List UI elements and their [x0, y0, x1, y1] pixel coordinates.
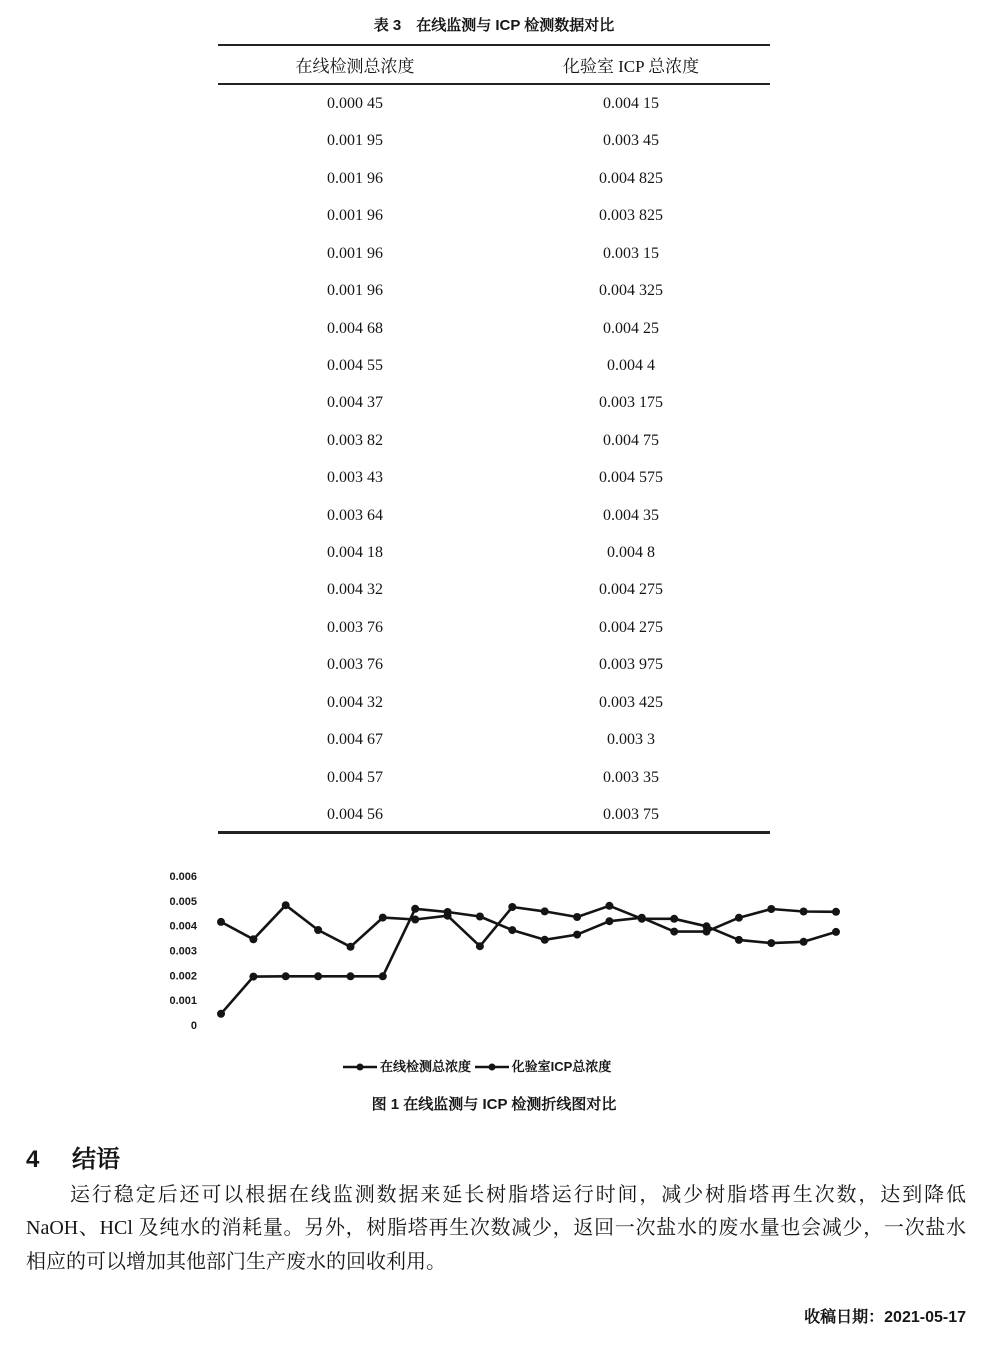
table-caption: 表 3 在线监测与 ICP 检测数据对比 [373, 17, 615, 34]
chart-legend [343, 1057, 611, 1077]
series-2-point [638, 915, 646, 923]
series-1-point [670, 928, 678, 936]
icp-concentration-cell: 0.004 4 [607, 356, 655, 374]
series-2-point [541, 907, 549, 915]
y-tick-label: 0.003 [169, 945, 197, 958]
table-row [218, 422, 770, 459]
online-concentration-cell: 0.003 76 [327, 656, 383, 674]
table-header-online: 在线检测总浓度 [295, 57, 415, 76]
online-concentration-cell: 0.003 43 [327, 469, 383, 487]
table-row [218, 310, 770, 347]
series-1-point [800, 908, 808, 916]
series-1-point [347, 972, 355, 980]
table-row [218, 459, 770, 496]
table-row [218, 347, 770, 384]
series-1-point [508, 926, 516, 934]
online-concentration-cell: 0.004 68 [327, 319, 383, 337]
table-row [218, 160, 770, 197]
online-concentration-cell: 0.004 57 [327, 768, 383, 786]
icp-concentration-cell: 0.003 45 [603, 132, 659, 150]
series-2-point [703, 922, 711, 930]
series-2-point [347, 943, 355, 951]
online-concentration-cell: 0.001 96 [327, 169, 383, 187]
table-bottom-rule [218, 831, 770, 834]
series-2-line [221, 905, 836, 947]
series-1-point [767, 905, 775, 913]
series-2-point [217, 918, 225, 926]
paragraph-line: NaOH、HCl 及纯水的消耗量。另外，树脂塔再生次数减少，返回一次盐水的废水量也会减少，一次盐水 [26, 1217, 966, 1239]
online-concentration-cell: 0.001 96 [327, 207, 383, 225]
online-concentration-cell: 0.003 82 [327, 431, 383, 449]
legend-line-marker-icon [475, 1062, 509, 1072]
series-2-point [476, 942, 484, 950]
series-2-point [573, 913, 581, 921]
figure-caption: 图 1 在线监测与 ICP 检测折线图对比 [371, 1096, 617, 1113]
series-2-point [249, 935, 257, 943]
series-1-point [605, 917, 613, 925]
series-2-point [832, 928, 840, 936]
online-concentration-cell: 0.004 56 [327, 805, 383, 823]
online-concentration-cell: 0.004 32 [327, 693, 383, 711]
table-row [218, 646, 770, 683]
y-tick-label: 0.001 [169, 995, 197, 1008]
table-header-row [218, 54, 770, 80]
series-1-point [282, 972, 290, 980]
online-concentration-cell: 0.001 96 [327, 282, 383, 300]
received-date: 收稿日期：2021-05-17 [804, 1309, 966, 1326]
table-row [218, 384, 770, 421]
table-row [218, 85, 770, 122]
table-row [218, 197, 770, 234]
icp-concentration-cell: 0.003 15 [603, 244, 659, 262]
online-concentration-cell: 0.000 45 [327, 95, 383, 112]
online-concentration-cell: 0.004 67 [327, 731, 383, 749]
icp-concentration-cell: 0.003 3 [607, 731, 655, 749]
series-1-point [411, 905, 419, 913]
icp-concentration-cell: 0.004 575 [599, 469, 663, 487]
icp-concentration-cell: 0.003 35 [603, 768, 659, 786]
table-row [218, 609, 770, 646]
table-row [218, 796, 770, 833]
table-body [218, 85, 770, 831]
series-1-point [541, 936, 549, 944]
series-1-point [476, 913, 484, 921]
section-title: 结语 [72, 1146, 120, 1173]
series-2-point [379, 914, 387, 922]
online-concentration-cell: 0.004 37 [327, 394, 383, 412]
table-row [218, 235, 770, 272]
series-2-point [508, 903, 516, 911]
icp-concentration-cell: 0.004 35 [603, 506, 659, 524]
series-2-point [605, 902, 613, 910]
icp-concentration-cell: 0.003 175 [599, 394, 663, 412]
y-tick-label: 0.002 [169, 970, 197, 983]
series-1-point [249, 973, 257, 981]
icp-concentration-cell: 0.004 275 [599, 618, 663, 636]
series-1-point [314, 972, 322, 980]
table-row [218, 684, 770, 721]
series-1-point [217, 1010, 225, 1018]
table-row [218, 759, 770, 796]
table-row [218, 534, 770, 571]
icp-concentration-cell: 0.004 825 [599, 169, 663, 187]
series-2-point [800, 938, 808, 946]
online-concentration-cell: 0.003 76 [327, 618, 383, 636]
paragraph-line: 相应的可以增加其他部门生产废水的回收利用。 [26, 1251, 446, 1273]
legend-label-icp: 化验室ICP总浓度 [511, 1059, 612, 1074]
icp-concentration-cell: 0.004 75 [603, 431, 659, 449]
legend-label-online: 在线检测总浓度 [380, 1059, 472, 1074]
table-row [218, 571, 770, 608]
paragraph-line: 运行稳定后还可以根据在线监测数据来延长树脂塔运行时间，减少树脂塔再生次数，达到降低 [70, 1184, 966, 1206]
table-row [218, 497, 770, 534]
online-concentration-cell: 0.001 95 [327, 132, 383, 150]
series-2-point [314, 926, 322, 934]
series-1-point [735, 914, 743, 922]
table-row [218, 272, 770, 309]
series-2-point [282, 901, 290, 909]
y-tick-label: 0.006 [169, 871, 197, 883]
y-tick-label: 0.004 [169, 920, 197, 933]
series-1-line [221, 909, 836, 1014]
online-concentration-cell: 0.001 96 [327, 244, 383, 262]
table-top-rule [218, 44, 770, 46]
online-concentration-cell: 0.004 32 [327, 581, 383, 599]
series-2-point [670, 915, 678, 923]
icp-concentration-cell: 0.003 75 [603, 805, 659, 823]
icp-concentration-cell: 0.004 15 [603, 95, 659, 112]
legend-item-online [343, 1057, 471, 1077]
legend-line-marker-icon [343, 1062, 377, 1072]
series-2-point [411, 916, 419, 924]
icp-concentration-cell: 0.004 25 [603, 319, 659, 337]
online-concentration-cell: 0.004 18 [327, 544, 383, 562]
icp-concentration-cell: 0.004 275 [599, 581, 663, 599]
series-1-point [832, 908, 840, 916]
y-tick-label: 0 [190, 1020, 197, 1032]
series-2-point [767, 939, 775, 947]
series-1-point [379, 972, 387, 980]
icp-concentration-cell: 0.003 425 [599, 693, 663, 711]
series-2-point [735, 936, 743, 944]
series-1-point [573, 931, 581, 939]
table-row [218, 721, 770, 758]
table-row [218, 122, 770, 159]
y-tick-label: 0.005 [169, 895, 197, 908]
line-chart [0, 860, 1000, 1040]
icp-concentration-cell: 0.004 325 [599, 282, 663, 300]
online-concentration-cell: 0.004 55 [327, 356, 383, 374]
legend-item-icp [475, 1057, 612, 1077]
section-number: 4 [26, 1146, 40, 1173]
icp-concentration-cell: 0.003 975 [599, 656, 663, 674]
table-header-icp: 化验室 ICP 总浓度 [562, 57, 700, 76]
series-2-point [444, 912, 452, 920]
icp-concentration-cell: 0.003 825 [599, 207, 663, 225]
online-concentration-cell: 0.003 64 [327, 506, 383, 524]
icp-concentration-cell: 0.004 8 [607, 544, 655, 562]
